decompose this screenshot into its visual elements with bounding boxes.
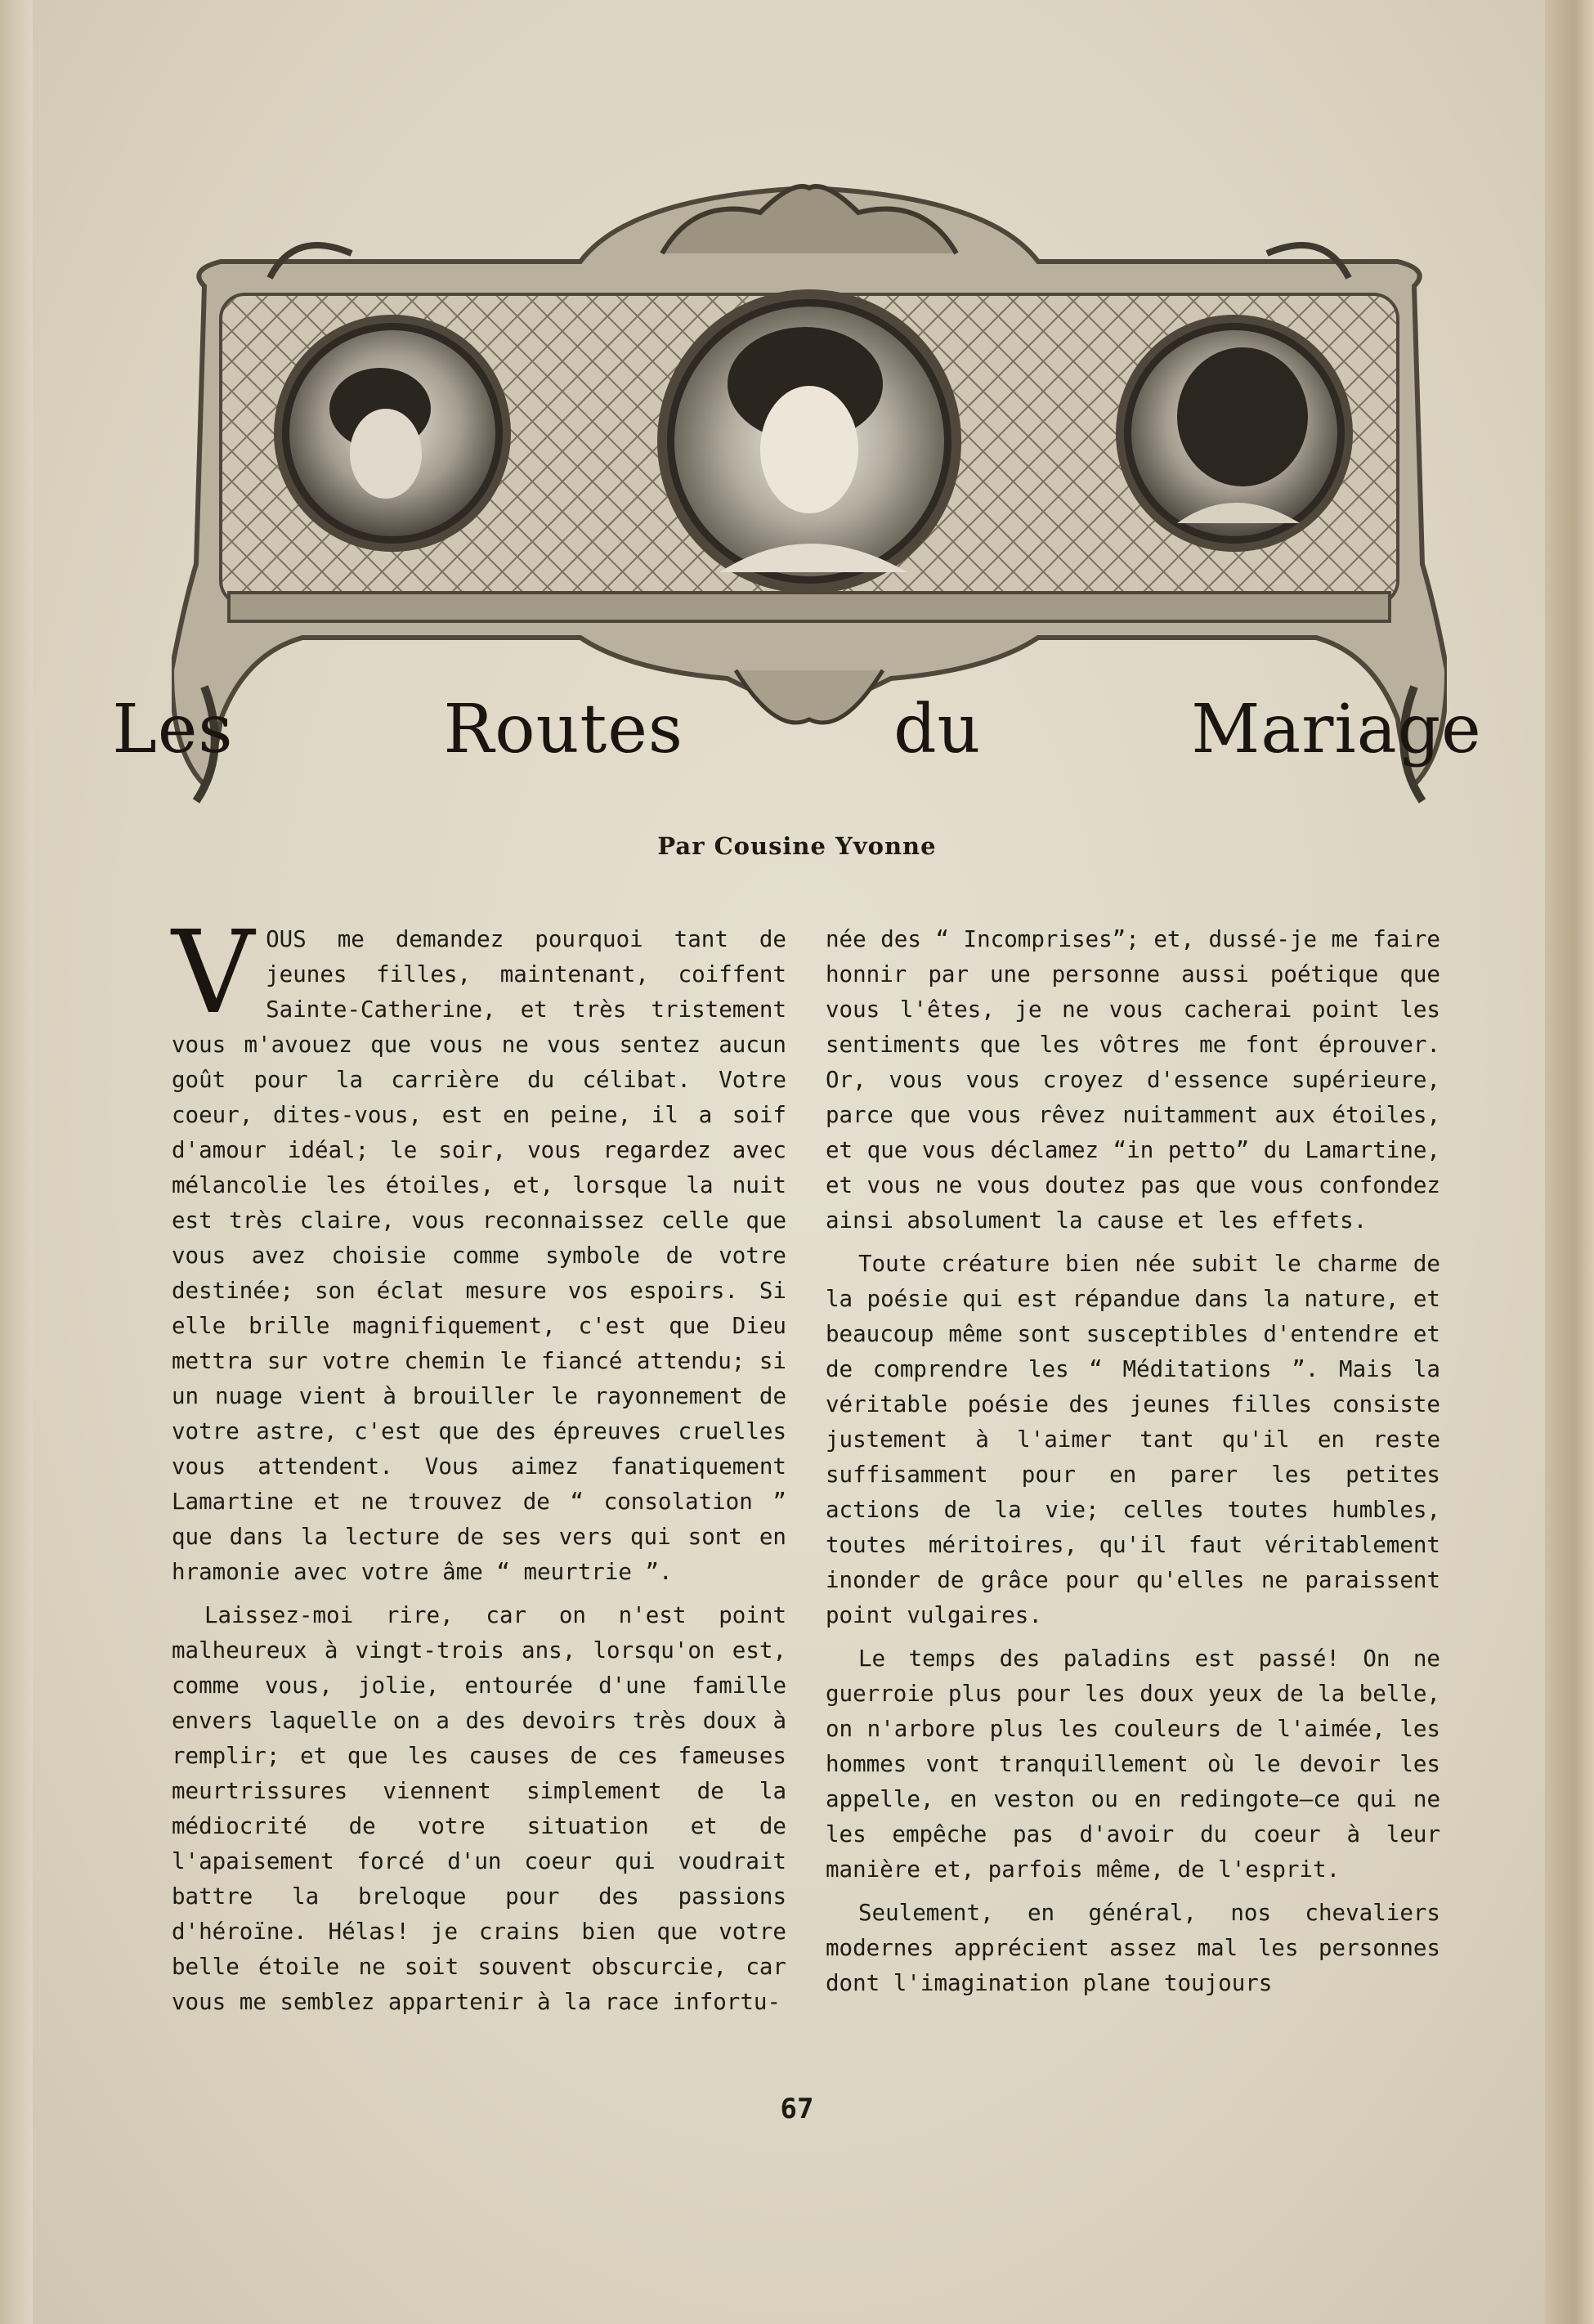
drop-cap: V <box>172 907 255 1040</box>
title-left: Les Routes <box>112 691 683 768</box>
paragraph-left-1 <box>172 907 786 1590</box>
paragraph-right-4: Seulement, en général, nos chevaliers modernes apprécient assez mal les personnes dont l'imagination plane toujours <box>826 1900 1440 1996</box>
page-number: 67 <box>780 2093 814 2125</box>
page-binding-edge <box>1545 0 1594 2324</box>
paragraph-left-2: Laissez-moi rire, car on n'est point malheureux à vingt-trois ans, lorsqu'on est, comme vous, jolie, entourée d'une famille envers laquelle on a des devoirs très doux à remplir; et que les causes de ces fameuses meurtrissures viennent simplement de la médiocrité de votre situation et de l'apaisement forcé d'un coeur qui voudrait battre la breloque pour des passions d'héroïne. Hélas! je crains bien que votre belle étoile ne soit souvent obscurcie, car vous me semblez appartenir à la race infortu- <box>172 1602 786 2015</box>
title-right: du Mariage <box>893 691 1482 768</box>
column-left <box>172 907 786 2020</box>
paragraph-left-1-text: OUS me demandez pourquoi tant de jeunes filles, maintenant, coiffent Sainte-Catherine, et très tristement vous m'avouez que vous ne vous sentez aucun goût pour la carrière du célibat. Votre coeur, dites-vous, est en peine, il a soif d'amour idéal; le soir, vous regardez avec mélancolie les étoiles, et, lorsque la nuit est très claire, vous reconnaissez celle que vous avez choisie comme symbole de votre destinée; son éclat mesure vos espoirs. Si elle brille magnifiquement, c'est que Dieu mettra sur votre chemin le fiancé attendu; si un nuage vient à brouiller le rayonnement de votre astre, c'est que des épreuves cruelles vous attendent. Vous aimez fanatiquement Lamartine et ne trouvez de “ consolation ” que dans la lecture de ses vers qui sont en hramonie avec votre âme “ meurtrie ”. <box>172 926 786 1585</box>
portrait-right <box>1120 319 1349 548</box>
column-right <box>826 922 1440 2001</box>
paragraph-right-2: Toute créature bien née subit le charme de la poésie qui est répandue dans la nature, et beaucoup même sont susceptibles d'entendre et de comprendre les “ Méditations ”. Mais la véritable poésie des jeunes filles consiste justement à l'aimer tant qu'il en reste suffisamment pour en parer les petites actions de la vie; celles toutes humbles, toutes méritoires, qu'il faut véritablement inonder de grâce pour qu'elles ne paraissent point vulgaires. <box>826 1251 1440 1628</box>
article-title <box>0 691 1594 768</box>
paragraph-right-1: née des “ Incomprises”; et, dussé-je me faire honnir par une personne aussi poétique que vous l'êtes, je ne vous cacherai point les sentiments que les vôtres me font éprouver. Or, vous vous croyez d'essence supérieure, parce que vous rêvez nuitamment aux étoiles, et que vous déclamez “in petto” du Lamartine, et vous ne vous doutez pas que vous confondez ainsi absolument la cause et les effets. <box>826 926 1440 1234</box>
portrait-left <box>278 319 507 548</box>
article-byline: Par Cousine Yvonne <box>657 832 937 860</box>
paragraph-right-3: Le temps des paladins est passé! On ne guerroie plus pour les doux yeux de la belle, on n'arbore plus les couleurs de l'aimée, les hommes vont tranquillement où le devoir les appelle, en veston ou en redingote—ce qui ne les empêche pas d'avoir du coeur à leur manière et, parfois même, de l'esprit. <box>826 1646 1440 1883</box>
page-edge-left <box>0 0 33 2324</box>
portrait-center <box>662 294 956 589</box>
